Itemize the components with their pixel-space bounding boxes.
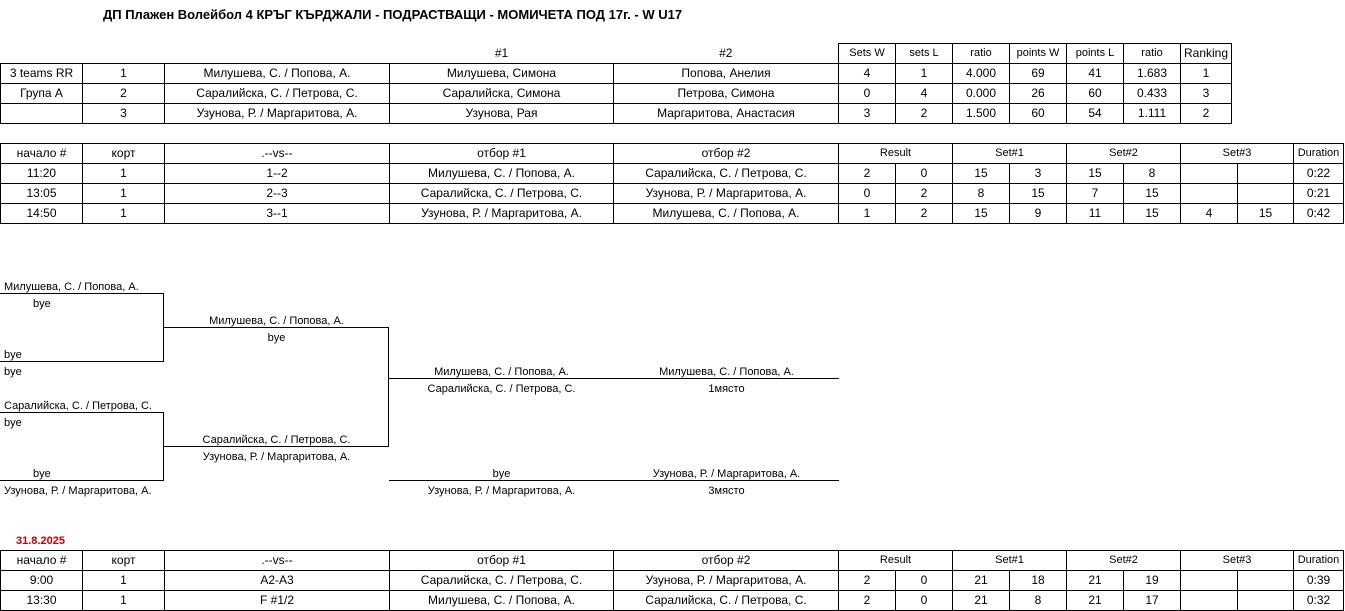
set1-b-cell: 18 xyxy=(1010,571,1067,591)
header-sets-lost: sets L xyxy=(896,44,953,64)
sets-lost-cell: 2 xyxy=(896,104,953,124)
header-points-won: points W xyxy=(1010,44,1067,64)
team-cell: Узунова, Р. / Маргаритова, А. xyxy=(165,104,390,124)
bracket-line xyxy=(164,446,389,447)
set1-a-cell: 15 xyxy=(953,204,1010,224)
result-1-cell: 2 xyxy=(839,164,896,184)
start-cell: 14:50 xyxy=(1,204,83,224)
header-vs: .--vs-- xyxy=(165,551,390,571)
vs-cell: 1--2 xyxy=(165,164,390,184)
set1-a-cell: 21 xyxy=(953,591,1010,611)
set3-a-cell xyxy=(1181,164,1238,184)
header-court: корт xyxy=(83,551,165,571)
bracket-r2a-name: Милушева, С. / Попова, А. xyxy=(209,315,344,327)
bracket-winner: Милушева, С. / Попова, А. xyxy=(659,366,794,378)
bracket-r2b-name: Саралийска, С. / Петрова, С. xyxy=(202,434,351,446)
team-2-cell: Саралийска, С. / Петрова, С. xyxy=(614,591,839,611)
header-team-1: отбор #1 xyxy=(390,551,614,571)
player-1-cell: Узунова, Рая xyxy=(390,104,614,124)
seed-cell: 2 xyxy=(83,84,165,104)
header-points-ratio: ratio xyxy=(1124,44,1181,64)
set2-b-cell: 15 xyxy=(1124,204,1181,224)
points-ratio-cell: 0.433 xyxy=(1124,84,1181,104)
set2-a-cell: 21 xyxy=(1067,571,1124,591)
sets-won-cell: 0 xyxy=(839,84,896,104)
schedule-row xyxy=(1,164,1344,184)
header-team-2: отбор #2 xyxy=(614,144,839,164)
duration-cell: 0:22 xyxy=(1294,164,1344,184)
bracket-r2b-sub: Узунова, Р. / Маргаритова, А. xyxy=(202,451,351,463)
header-duration: Duration xyxy=(1294,551,1344,571)
bracket-line xyxy=(389,480,839,481)
header-set-1: Set#1 xyxy=(953,551,1067,571)
set1-b-cell: 8 xyxy=(1010,591,1067,611)
start-cell: 9:00 xyxy=(1,571,83,591)
player-1-cell: Милушева, Симона xyxy=(390,64,614,84)
set3-b-cell: 15 xyxy=(1238,204,1294,224)
set2-b-cell: 8 xyxy=(1124,164,1181,184)
bracket-line xyxy=(164,327,389,328)
header-set-3: Set#3 xyxy=(1181,144,1294,164)
court-cell: 1 xyxy=(83,164,165,184)
bracket-line xyxy=(0,293,164,294)
finals-row xyxy=(1,571,1344,591)
standings-row xyxy=(1,104,1232,124)
bracket-r1a-top: Милушева, С. / Попова, А. xyxy=(4,281,139,293)
team-2-cell: Милушева, С. / Попова, А. xyxy=(614,204,839,224)
bracket-third-winner: Узунова, Р. / Маргаритова, А. xyxy=(652,468,801,480)
points-lost-cell: 41 xyxy=(1067,64,1124,84)
start-cell: 13:30 xyxy=(1,591,83,611)
header-court: корт xyxy=(83,144,165,164)
page-title: ДП Плажен Волейбол 4 КРЪГ КЪРДЖАЛИ - ПОДРАСТВАЩИ - МОМИЧЕТА ПОД 17г. - W U17 xyxy=(103,7,683,22)
duration-cell: 0:32 xyxy=(1294,591,1344,611)
start-cell: 11:20 xyxy=(1,164,83,184)
header-points-lost: points L xyxy=(1067,44,1124,64)
set3-b-cell xyxy=(1238,571,1294,591)
sets-ratio-cell: 4.000 xyxy=(953,64,1010,84)
vs-cell: 3--1 xyxy=(165,204,390,224)
bracket-final-bottom: Саралийска, С. / Петрова, С. xyxy=(427,383,576,395)
bracket-r1a-bye-top: bye xyxy=(33,298,51,310)
header-player-2: #2 xyxy=(719,45,733,60)
bracket-r1a-bye-bottom: bye xyxy=(4,349,22,361)
points-won-cell: 60 xyxy=(1010,104,1067,124)
court-cell: 1 xyxy=(83,591,165,611)
schedule-table xyxy=(0,143,1344,224)
player-2-cell: Маргаритова, Анастасия xyxy=(614,104,839,124)
vs-cell: F #1/2 xyxy=(165,591,390,611)
team-1-cell: Саралийска, С. / Петрова, С. xyxy=(390,571,614,591)
sets-won-cell: 3 xyxy=(839,104,896,124)
bracket-third-bottom: Узунова, Р. / Маргаритова, А. xyxy=(427,485,576,497)
bracket-line xyxy=(389,378,839,379)
result-1-cell: 2 xyxy=(839,591,896,611)
duration-cell: 0:21 xyxy=(1294,184,1344,204)
set2-a-cell: 11 xyxy=(1067,204,1124,224)
standings-row xyxy=(1,84,1232,104)
points-lost-cell: 60 xyxy=(1067,84,1124,104)
points-won-cell: 69 xyxy=(1010,64,1067,84)
result-2-cell: 0 xyxy=(896,571,953,591)
set2-a-cell: 7 xyxy=(1067,184,1124,204)
duration-cell: 0:42 xyxy=(1294,204,1344,224)
sets-ratio-cell: 0.000 xyxy=(953,84,1010,104)
points-ratio-cell: 1.111 xyxy=(1124,104,1181,124)
result-2-cell: 2 xyxy=(896,204,953,224)
player-2-cell: Попова, Анелия xyxy=(614,64,839,84)
result-2-cell: 0 xyxy=(896,164,953,184)
team-2-cell: Узунова, Р. / Маргаритова, А. xyxy=(614,184,839,204)
bracket-final-top: Милушева, С. / Попова, А. xyxy=(434,366,569,378)
set3-b-cell xyxy=(1238,184,1294,204)
duration-cell: 0:39 xyxy=(1294,571,1344,591)
bracket-line xyxy=(0,412,164,413)
finals-table xyxy=(0,550,1344,611)
bracket-place-3: 3място xyxy=(708,485,745,497)
header-player-1: #1 xyxy=(494,45,509,60)
set2-b-cell: 15 xyxy=(1124,184,1181,204)
header-result: Result xyxy=(839,144,953,164)
ranking-cell: 2 xyxy=(1181,104,1232,124)
team-1-cell: Саралийска, С. / Петрова, С. xyxy=(390,184,614,204)
set3-b-cell xyxy=(1238,591,1294,611)
bracket-r2a-sub: bye xyxy=(267,332,286,344)
bracket-r1b-below: Узунова, Р. / Маргаритова, А. xyxy=(4,485,152,497)
vs-cell: 2--3 xyxy=(165,184,390,204)
player-2-cell: Петрова, Симона xyxy=(614,84,839,104)
player-1-cell: Саралийска, Симона xyxy=(390,84,614,104)
set3-a-cell xyxy=(1181,184,1238,204)
set1-b-cell: 9 xyxy=(1010,204,1067,224)
header-team-2: отбор #2 xyxy=(614,551,839,571)
sets-lost-cell: 4 xyxy=(896,84,953,104)
header-set-3: Set#3 xyxy=(1181,551,1294,571)
seed-cell: 1 xyxy=(83,64,165,84)
vs-cell: A2-A3 xyxy=(165,571,390,591)
set1-b-cell: 15 xyxy=(1010,184,1067,204)
set2-a-cell: 15 xyxy=(1067,164,1124,184)
seed-cell: 3 xyxy=(83,104,165,124)
bracket-line xyxy=(0,361,164,362)
standings-table xyxy=(0,43,1232,124)
set3-b-cell xyxy=(1238,164,1294,184)
bracket-r1a-below: bye xyxy=(4,366,22,378)
team-2-cell: Узунова, Р. / Маргаритова, А. xyxy=(614,571,839,591)
header-set-1: Set#1 xyxy=(953,144,1067,164)
header-team-1: отбор #1 xyxy=(390,144,614,164)
set1-a-cell: 8 xyxy=(953,184,1010,204)
standings-header-row xyxy=(1,44,1232,64)
set1-a-cell: 21 xyxy=(953,571,1010,591)
result-1-cell: 2 xyxy=(839,571,896,591)
result-2-cell: 2 xyxy=(896,184,953,204)
group-label-name: Група А xyxy=(1,84,83,104)
header-result: Result xyxy=(839,551,953,571)
result-1-cell: 0 xyxy=(839,184,896,204)
points-ratio-cell: 1.683 xyxy=(1124,64,1181,84)
set3-a-cell: 4 xyxy=(1181,204,1238,224)
sets-ratio-cell: 1.500 xyxy=(953,104,1010,124)
set1-b-cell: 3 xyxy=(1010,164,1067,184)
sets-won-cell: 4 xyxy=(839,64,896,84)
header-start: начало # xyxy=(1,144,83,164)
court-cell: 1 xyxy=(83,204,165,224)
start-cell: 13:05 xyxy=(1,184,83,204)
team-1-cell: Узунова, Р. / Маргаритова, А. xyxy=(390,204,614,224)
standings-row xyxy=(1,64,1232,84)
set2-b-cell: 19 xyxy=(1124,571,1181,591)
header-sets-won: Sets W xyxy=(839,44,896,64)
team-cell: Саралийска, С. / Петрова, С. xyxy=(165,84,390,104)
header-ranking: Ranking xyxy=(1181,44,1232,64)
bracket-r1b-bye-bottom: bye xyxy=(33,468,51,480)
set1-a-cell: 15 xyxy=(953,164,1010,184)
finals-row xyxy=(1,591,1344,611)
team-1-cell: Милушева, С. / Попова, А. xyxy=(390,164,614,184)
bracket-line xyxy=(0,480,164,481)
ranking-cell: 1 xyxy=(1181,64,1232,84)
team-2-cell: Саралийска, С. / Петрова, С. xyxy=(614,164,839,184)
header-start: начало # xyxy=(1,551,83,571)
bracket-r1b-bye-top: bye xyxy=(4,417,22,429)
team-1-cell: Милушева, С. / Попова, А. xyxy=(390,591,614,611)
points-won-cell: 26 xyxy=(1010,84,1067,104)
set3-a-cell xyxy=(1181,571,1238,591)
header-duration: Duration xyxy=(1294,144,1344,164)
bracket-place-1: 1място xyxy=(708,383,745,395)
header-set-2: Set#2 xyxy=(1067,551,1181,571)
header-sets-ratio: ratio xyxy=(953,44,1010,64)
court-cell: 1 xyxy=(83,184,165,204)
set3-a-cell xyxy=(1181,591,1238,611)
group-label-teams: 3 teams RR xyxy=(1,64,83,84)
bracket-r1b-top: Саралийска, С. / Петрова, С. xyxy=(4,400,152,412)
set2-a-cell: 21 xyxy=(1067,591,1124,611)
result-2-cell: 0 xyxy=(896,591,953,611)
schedule-row xyxy=(1,204,1344,224)
header-vs: .--vs-- xyxy=(165,144,390,164)
sets-lost-cell: 1 xyxy=(896,64,953,84)
header-set-2: Set#2 xyxy=(1067,144,1181,164)
group-label-empty xyxy=(1,104,83,124)
finals-header-row xyxy=(1,551,1344,571)
points-lost-cell: 54 xyxy=(1067,104,1124,124)
ranking-cell: 3 xyxy=(1181,84,1232,104)
schedule-header-row xyxy=(1,144,1344,164)
bracket-third-top: bye xyxy=(492,468,511,480)
schedule-row xyxy=(1,184,1344,204)
team-cell: Милушева, С. / Попова, А. xyxy=(165,64,390,84)
set2-b-cell: 17 xyxy=(1124,591,1181,611)
finals-date: 31.8.2025 xyxy=(16,535,65,547)
result-1-cell: 1 xyxy=(839,204,896,224)
court-cell: 1 xyxy=(83,571,165,591)
